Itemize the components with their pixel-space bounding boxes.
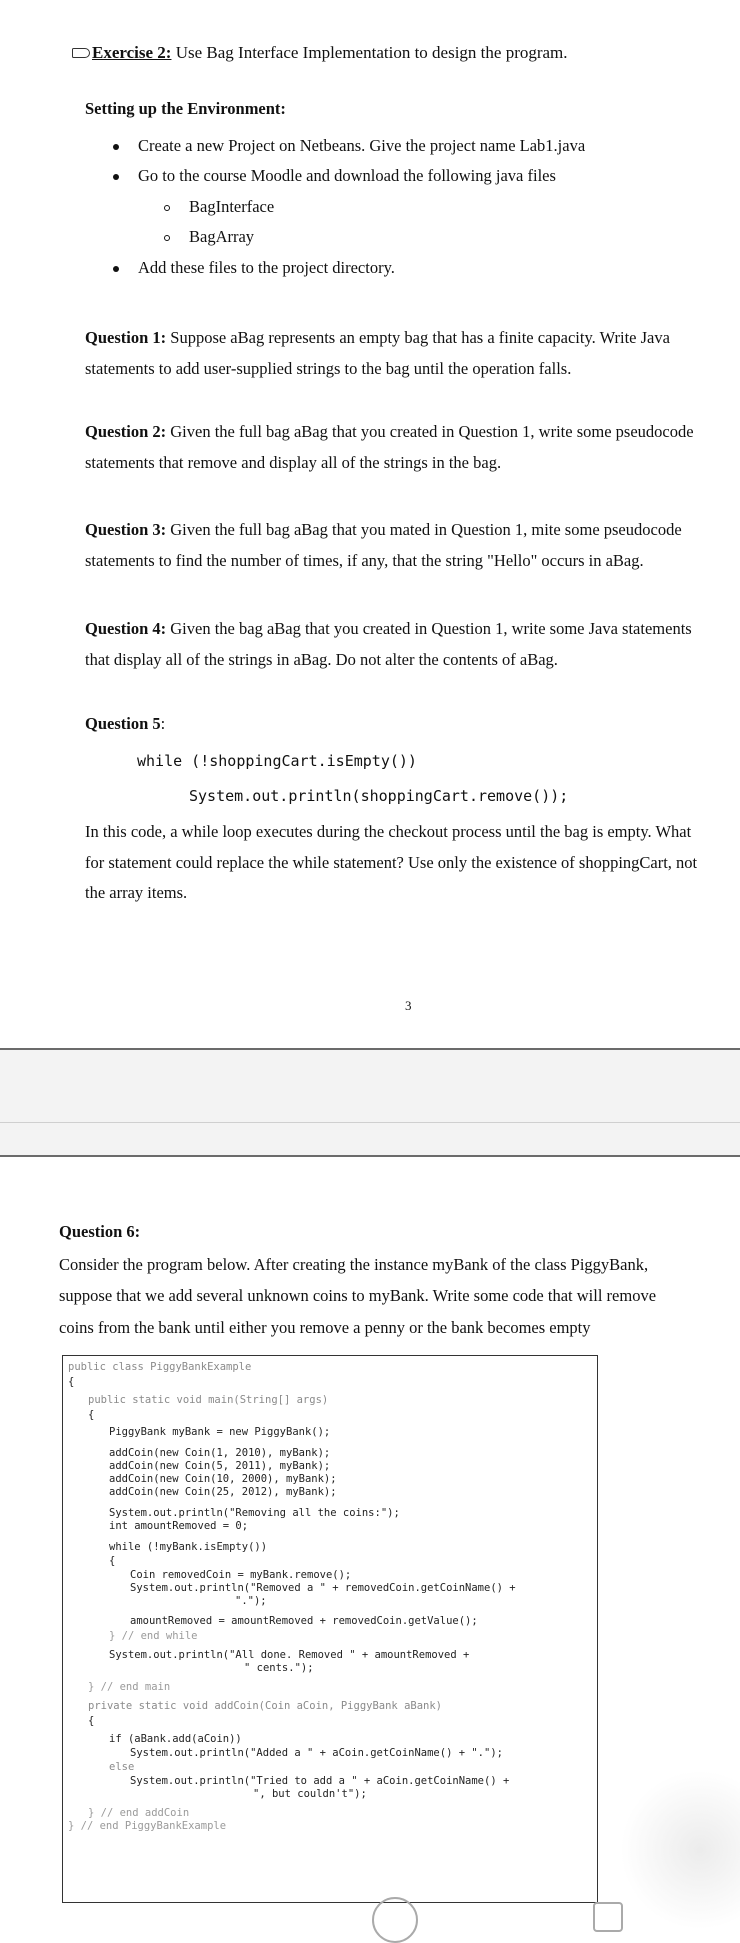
code-line: System.out.println("Added a " + aCoin.getCoinName() + "."); [130,1747,503,1759]
question-5-code-line-1: while (!shoppingCart.isEmpty()) [137,752,417,770]
question-4 [85,614,735,675]
code-line: { [88,1715,95,1727]
code-line: private static void addCoin(Coin aCoin, PiggyBank aBank) [88,1700,443,1712]
code-line: addCoin(new Coin(5, 2011), myBank); [109,1460,331,1472]
page-number: 3 [405,998,412,1013]
question-6-label-block [59,1221,140,1242]
code-line: " cents."); [244,1662,314,1674]
setup-bullet-3: Add these files to the project directory. [138,258,395,277]
exercise-heading [72,42,568,64]
question-5-line-3: the array items. [85,883,188,903]
page-gap-line [0,1122,740,1123]
code-line: System.out.println("All done. Removed " + amountRemoved + [109,1649,470,1661]
question-5-code-line-2: System.out.println(shoppingCart.remove()); [189,787,569,805]
setup-bullet-2: Go to the course Moodle and download the following java files [138,166,556,185]
question-6-line-3: coins from the bank until either you remove a penny or the bank becomes empty [59,1317,591,1337]
code-line: { [88,1409,95,1421]
question-5-text [85,817,735,909]
code-line: if (aBank.add(aCoin)) [109,1733,242,1745]
question-1-line-1: Suppose aBag represents an empty bag that has a finite capacity. Write Java [166,328,670,347]
code-line: { [68,1376,75,1388]
question-5-colon: : [160,714,166,733]
code-line: System.out.println("Removing all the coins:"); [109,1507,400,1519]
page-gap [0,1050,740,1155]
circle-bullet-icon [164,205,170,211]
question-6-line-2: suppose that we add several unknown coins to myBank. Write some code that will remove [59,1286,657,1306]
setup-subitem-2: BagArray [189,227,255,246]
circle-bullet-icon [164,235,170,241]
question-6-text [59,1249,729,1343]
setup-heading-text: Setting up the Environment: [85,99,286,118]
bullet-icon [113,144,119,150]
setup-subitem-1: BagInterface [189,197,275,216]
question-3-line-1: Given the full bag aBag that you mated in Question 1, mite some pseudocode [166,520,682,539]
code-line: } // end PiggyBankExample [68,1820,227,1832]
code-line: public static void main(String[] args) [88,1394,329,1406]
page-divider-bottom [0,1155,740,1157]
code-line: "."); [235,1595,267,1607]
question-3 [85,515,735,576]
setup-bullet-1: Create a new Project on Netbeans. Give the project name Lab1.java [138,136,586,155]
question-1-label: Question 1: [85,328,167,347]
code-line: System.out.println("Removed a " + removedCoin.getCoinName() + [130,1582,516,1594]
code-line: addCoin(new Coin(10, 2000), myBank); [109,1473,337,1485]
exercise-title: Exercise 2: [92,43,172,62]
question-6-label: Question 6: [59,1222,141,1241]
pencil-icon [72,48,90,58]
question-6-line-1: Consider the program below. After creating the instance myBank of the class PiggyBank, [59,1255,649,1274]
code-line: else [109,1761,135,1773]
code-line: } // end addCoin [88,1807,190,1819]
code-line: addCoin(new Coin(25, 2012), myBank); [109,1486,337,1498]
code-line: { [109,1555,116,1567]
code-line: PiggyBank myBank = new PiggyBank(); [109,1426,331,1438]
code-line: Coin removedCoin = myBank.remove(); [130,1569,352,1581]
bullet-icon [113,174,119,180]
code-listing [62,1355,598,1903]
code-line: amountRemoved = amountRemoved + removedCoin.getValue(); [130,1615,478,1627]
question-3-label: Question 3: [85,520,167,539]
question-2 [85,417,735,478]
square-shape-icon [593,1902,623,1932]
question-4-line-2: that display all of the strings in aBag. Do not alter the contents of aBag. [85,649,558,669]
question-2-label: Question 2: [85,422,167,441]
circle-shape-icon [372,1897,418,1943]
setup-heading [85,98,286,119]
question-5-heading [85,713,165,734]
question-4-label: Question 4: [85,619,167,638]
code-line: } // end while [109,1630,198,1642]
code-line: } // end main [88,1681,171,1693]
code-line: int amountRemoved = 0; [109,1520,249,1532]
shadow-artifact [620,1770,740,1930]
question-5-line-1: In this code, a while loop executes during the checkout process until the bag is empty. What [85,822,692,841]
question-5-label: Question 5 [85,714,161,733]
code-line: System.out.println("Tried to add a " + aCoin.getCoinName() + [130,1775,510,1787]
question-1-line-2: statements to add user-supplied strings to the bag until the operation falls. [85,358,572,378]
code-line: public class PiggyBankExample [68,1361,252,1373]
question-2-line-2: statements that remove and display all of the strings in the bag. [85,452,502,472]
exercise-subtitle: Use Bag Interface Implementation to design the program. [171,43,568,62]
code-line: ", but couldn't"); [253,1788,367,1800]
code-line: addCoin(new Coin(1, 2010), myBank); [109,1447,331,1459]
code-line: while (!myBank.isEmpty()) [109,1541,268,1553]
bullet-icon [113,266,119,272]
question-5-line-2: for statement could replace the while statement? Use only the existence of shoppingCart, not [85,852,698,872]
question-3-line-2: statements to find the number of times, if any, that the string "Hello" occurs in aBag. [85,550,644,570]
question-1 [85,323,735,384]
question-4-line-1: Given the bag aBag that you created in Question 1, write some Java statements [166,619,692,638]
question-2-line-1: Given the full bag aBag that you created in Question 1, write some pseudocode [166,422,694,441]
